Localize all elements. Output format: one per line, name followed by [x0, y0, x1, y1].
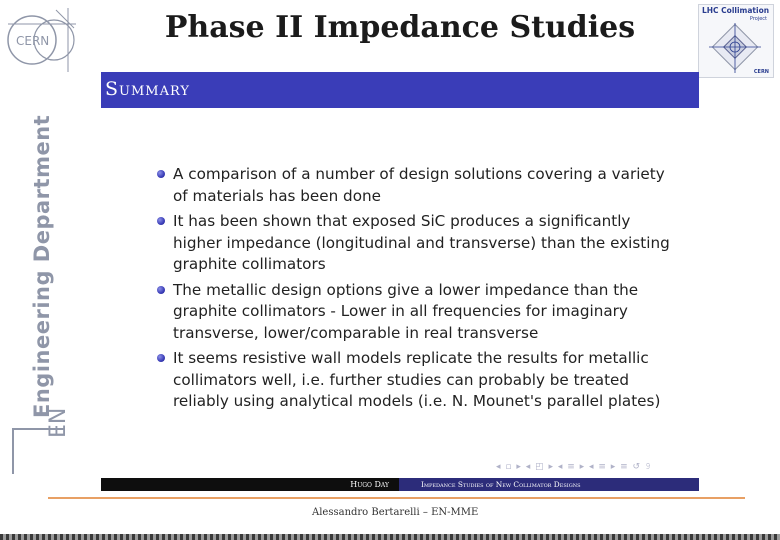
department-label: Engineering Department: [30, 114, 54, 418]
slide-header: [101, 72, 699, 108]
slide-footer: [101, 478, 699, 491]
lhc-logo-subtitle: Project: [749, 16, 767, 22]
page-title: Phase II Impedance Studies: [164, 10, 636, 45]
bullet-text: A comparison of a number of design solutions covering a variety of materials has been done: [173, 165, 665, 205]
bullet-ball-icon: [157, 286, 165, 294]
beamer-navigation-icons[interactable]: ◂ ▫ ▸ ◂ ◰ ▸ ◂ ≡ ▸ ◂ ≡ ▸ ≡ ↺ 𝟿: [496, 462, 652, 472]
bottom-border: [0, 534, 780, 540]
bullet-list: [157, 164, 677, 417]
bullet-ball-icon: [157, 217, 165, 225]
lhc-collimation-logo: [698, 4, 774, 78]
footer-author: Hugo Day: [101, 478, 399, 491]
presenter-credit: Alessandro Bertarelli – EN-MME: [312, 507, 479, 518]
slide-heading: Summary: [105, 78, 190, 100]
divider-rule: [48, 497, 745, 499]
bullet-text: The metallic design options give a lower impedance than the graphite collimators - Lower in all frequencies for imaginary transverse, lower/comparable in real transverse: [173, 280, 639, 342]
en-badge: [12, 407, 71, 474]
bullet-item: [157, 348, 677, 413]
bullet-text: It has been shown that exposed SiC produces a significantly higher impedance (longitudinal and transverse) than the existing graphite collimators: [173, 212, 670, 273]
bullet-item: [157, 280, 677, 345]
embedded-slide: [101, 72, 699, 491]
footer-talk-title: Impedance Studies of New Collimator Designs: [399, 478, 699, 491]
cern-logo-text: CERN: [16, 34, 50, 48]
en-badge-text: EN: [46, 407, 71, 438]
bullet-text: It seems resistive wall models replicate the results for metallic collimators well, i.e. further studies can probably be treated reliably using analytical models (i.e. N. Mounet's parallel plates): [173, 349, 661, 410]
bullet-item: [157, 211, 677, 276]
lhc-logo-cern: CERN: [753, 69, 769, 75]
bullet-item: [157, 164, 677, 207]
bullet-ball-icon: [157, 170, 165, 178]
bullet-ball-icon: [157, 354, 165, 362]
lhc-logo-title: LHC Collimation: [702, 6, 770, 15]
